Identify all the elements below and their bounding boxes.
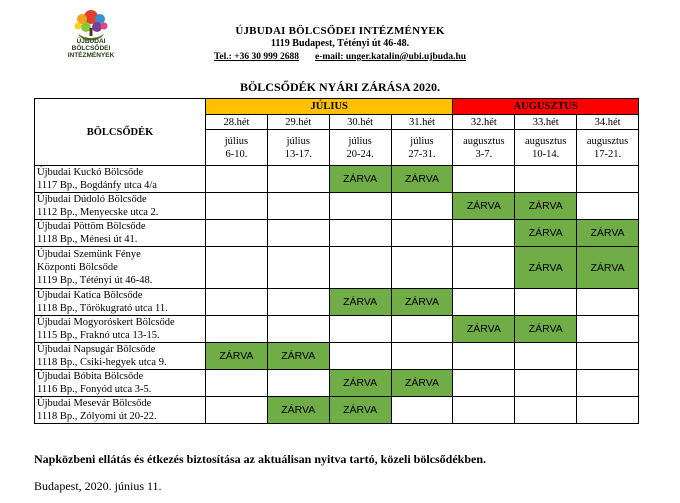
nursery-line: 1118 Bp., Törökugrató utca 11. (37, 303, 168, 314)
email-address[interactable]: e-mail: unger.katalin@ubi.ujbuda.hu (315, 52, 467, 62)
open-cell (206, 397, 268, 424)
week-dates-header (329, 130, 391, 166)
open-cell (206, 247, 268, 289)
table-row (35, 247, 639, 289)
closed-cell: ZÁRVA (515, 193, 577, 220)
nursery-cell (35, 397, 206, 424)
closure-schedule-table (34, 98, 639, 424)
nursery-cell (35, 166, 206, 193)
nursery-line: Újbudai Kuckó Bölcsőde (37, 167, 144, 178)
week-dates-line: 17-21. (593, 148, 622, 160)
nursery-line: 1116 Bp., Fonyód utca 3-5. (37, 384, 152, 395)
logo-line: BÖLCSŐDEI (71, 45, 111, 52)
open-cell (453, 247, 515, 289)
open-cell (391, 316, 453, 343)
nursery-line: Újbudai Pöttöm Bölcsőde (37, 221, 146, 232)
closed-cell: ZÁRVA (515, 220, 577, 247)
nursery-cell (35, 247, 206, 289)
week-dates-line: augusztus (463, 135, 505, 147)
open-cell (267, 370, 329, 397)
contact-line (170, 52, 510, 62)
closed-cell: ZÁRVA (329, 289, 391, 316)
open-cell (206, 289, 268, 316)
open-cell (267, 166, 329, 193)
week-number-header: 33.hét (515, 115, 577, 130)
open-cell (577, 289, 639, 316)
document-date: Budapest, 2020. június 11. (34, 479, 162, 493)
closed-cell: ZÁRVA (267, 343, 329, 370)
open-cell (391, 343, 453, 370)
availability-note: Napközbeni ellátás és étkezés biztosítása az aktuálisan nyitva tartó, közeli bölcsődékben. (34, 452, 486, 466)
closed-cell: ZÁRVA (267, 397, 329, 424)
closed-cell: ZÁRVA (329, 370, 391, 397)
document-title: BÖLCSŐDÉK NYÁRI ZÁRÁSA 2020. (239, 80, 441, 94)
week-dates-line: július (410, 135, 434, 147)
closed-cell: ZÁRVA (515, 316, 577, 343)
nursery-line: 1118 Bp., Csiki-hegyek utca 9. (37, 357, 167, 368)
open-cell (577, 316, 639, 343)
week-dates-header (391, 130, 453, 166)
nursery-cell (35, 316, 206, 343)
nursery-line: Újbudai Bóbita Bölcsőde (37, 371, 144, 382)
open-cell (329, 316, 391, 343)
open-cell (206, 316, 268, 343)
open-cell (267, 193, 329, 220)
week-number-header: 30.hét (329, 115, 391, 130)
open-cell (453, 370, 515, 397)
open-cell (267, 289, 329, 316)
open-cell (391, 220, 453, 247)
nursery-line: 1118 Bp., Zólyomi út 20-22. (37, 411, 157, 422)
table-row (35, 166, 639, 193)
nursery-line: 1115 Bp., Fraknó utca 13-15. (37, 330, 160, 341)
closed-cell: ZÁRVA (577, 247, 639, 289)
week-number-header: 31.hét (391, 115, 453, 130)
nurseries-column-header: BÖLCSŐDÉK (35, 99, 206, 166)
table-row (35, 370, 639, 397)
nursery-line: Újbudai Napsugár Bölcsőde (37, 344, 156, 355)
open-cell (515, 370, 577, 397)
nursery-cell (35, 370, 206, 397)
week-dates-header (515, 130, 577, 166)
open-cell (453, 397, 515, 424)
nursery-line: 1112 Bp., Menyecske utca 2. (37, 207, 159, 218)
open-cell (391, 193, 453, 220)
nursery-line: 1119 Bp., Tétényi út 46-48. (37, 275, 153, 286)
week-dates-header (577, 130, 639, 166)
week-dates-line: 20-24. (346, 148, 374, 160)
open-cell (329, 343, 391, 370)
week-dates-line: augusztus (524, 135, 567, 147)
closed-cell: ZÁRVA (577, 220, 639, 247)
nursery-line: Újbudai Szemünk Fénye (37, 249, 141, 260)
organization-name: ÚJBUDAI BÖLCSŐDEI INTÉZMÉNYEK (235, 25, 445, 37)
week-dates-line: július (224, 135, 249, 147)
open-cell (515, 343, 577, 370)
open-cell (267, 316, 329, 343)
open-cell (515, 289, 577, 316)
closed-cell: ZÁRVA (391, 166, 453, 193)
closed-cell: ZÁRVA (329, 397, 391, 424)
open-cell (453, 343, 515, 370)
table-row (35, 193, 639, 220)
open-cell (206, 193, 268, 220)
nursery-line: Központi Bölcsőde (37, 262, 118, 273)
open-cell (577, 370, 639, 397)
phone-number: Tel.: +36 30 999 2688 (213, 52, 299, 62)
open-cell (577, 166, 639, 193)
week-dates-line: 13-17. (284, 148, 312, 160)
nursery-line: Újbudai Dúdoló Bölcsőde (37, 194, 147, 205)
nursery-cell (35, 193, 206, 220)
week-dates-line: 10-14. (532, 148, 560, 160)
table-row (35, 316, 639, 343)
week-dates-line: augusztus (586, 135, 629, 147)
month-header-august: AUGUSZTUS (453, 99, 639, 115)
open-cell (329, 193, 391, 220)
open-cell (329, 220, 391, 247)
week-dates-line: július (286, 135, 310, 147)
table-row (35, 343, 639, 370)
nursery-line: Újbudai Mogyoróskert Bölcsőde (37, 317, 175, 328)
nursery-line: Újbudai Katica Bölcsőde (37, 290, 143, 301)
week-number-header: 28.hét (206, 115, 268, 130)
closed-cell: ZÁRVA (391, 289, 453, 316)
week-number-header: 29.hét (267, 115, 329, 130)
closed-cell: ZÁRVA (515, 247, 577, 289)
open-cell (515, 166, 577, 193)
week-dates-line: 3-7. (475, 148, 493, 160)
week-number-header: 34.hét (577, 115, 639, 130)
closed-cell: ZÁRVA (206, 343, 268, 370)
nursery-line: Újbudai Mesevár Bölcsőde (37, 398, 152, 409)
logo-line: INTÉZMÉNYEK (67, 52, 115, 59)
open-cell (329, 247, 391, 289)
open-cell (206, 370, 268, 397)
open-cell (453, 220, 515, 247)
week-dates-line: július (348, 135, 372, 147)
open-cell (206, 166, 268, 193)
table-row (35, 289, 639, 316)
closed-cell: ZÁRVA (329, 166, 391, 193)
open-cell (453, 289, 515, 316)
week-dates-header (267, 130, 329, 166)
open-cell (206, 220, 268, 247)
organization-address: 1119 Budapest, Tétényi út 46-48. (270, 38, 410, 49)
nursery-line: 1117 Bp., Bogdánfy utca 4/a (37, 180, 157, 191)
nursery-cell (35, 289, 206, 316)
open-cell (267, 220, 329, 247)
table-row (35, 397, 639, 424)
open-cell (515, 397, 577, 424)
closed-cell: ZÁRVA (453, 316, 515, 343)
open-cell (577, 397, 639, 424)
logo-line: ÚJBUDAI (76, 38, 106, 45)
open-cell (391, 397, 453, 424)
nursery-cell (35, 343, 206, 370)
week-dates-header (206, 130, 268, 166)
open-cell (577, 343, 639, 370)
month-header-july: JÚLIUS (206, 99, 453, 115)
closed-cell: ZÁRVA (453, 193, 515, 220)
week-dates-line: 27-31. (408, 148, 436, 160)
open-cell (267, 247, 329, 289)
logo-text (58, 38, 124, 59)
closed-cell: ZÁRVA (391, 370, 453, 397)
nursery-line: 1118 Bp., Ménesi út 41. (37, 234, 138, 245)
week-dates-header (453, 130, 515, 166)
open-cell (577, 193, 639, 220)
open-cell (453, 166, 515, 193)
table-row (35, 220, 639, 247)
open-cell (391, 247, 453, 289)
week-number-header: 32.hét (453, 115, 515, 130)
week-dates-line: 6-10. (225, 148, 248, 160)
nursery-cell (35, 220, 206, 247)
